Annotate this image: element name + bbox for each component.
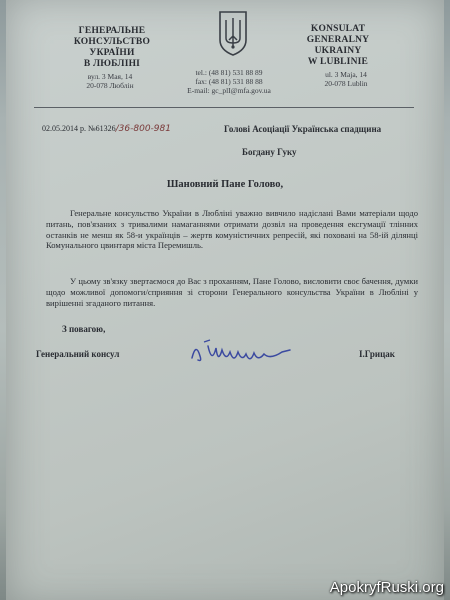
contact-email: E-mail: gc_plI@mfa.gov.ua [187, 86, 271, 95]
trident-emblem-icon [217, 10, 249, 56]
recipient-title: Голові Асоціації Українська спадщина [224, 124, 382, 134]
header-right-address-line2: 20-078 Lublin [324, 79, 368, 88]
signatory-name: І.Грицак [359, 349, 395, 359]
handwritten-signature [186, 334, 296, 370]
closing-line: З повагою, [62, 324, 106, 334]
body-paragraph-2: У цьому зв'язку звертаємося до Вас з проханням, Пане Голово, висловити своє бачення, думки щодо можливої допомоги/сприяння зі сторони Генерального консульства України в Любліні у вирішенні згаданого питання. [46, 276, 418, 308]
contact-tel: tel.: (48 81) 531 88 89 [195, 68, 263, 77]
header-right-line3: W LUBLINIE [307, 57, 369, 67]
header-left-line1: ГЕНЕРАЛЬНЕ [78, 26, 146, 36]
watermark: ApokryfRuski.org [329, 579, 444, 596]
header-left-line2: КОНСУЛЬСТВО УКРАЇНИ [73, 37, 151, 58]
header-right-address [306, 70, 386, 88]
signatory-title: Генеральний консул [36, 349, 120, 359]
salutation: Шановний Пане Голово, [166, 179, 284, 190]
contact-fax: fax: (48 81) 531 88 88 [195, 77, 263, 86]
body-paragraph-1: Генеральне консульство України в Любліні уважно вивчило надіслані Вами матеріали щодо питань, пов'язаних з тривалими намаганнями отримати дозвіл на проведення ексгумації тлінних останків не менш як 58-и українців – жертв комуністичних репресій, які поховані на 58-ій ділянці Комунального цвинтаря міста Перемишль. [46, 208, 418, 251]
reference-number [42, 124, 171, 134]
reference-handwritten: /36-800-981 [115, 124, 171, 134]
header-right-title [288, 24, 388, 68]
header-left-title [62, 26, 162, 70]
header-contact [174, 68, 284, 95]
header-right-line2: GENERALNY UKRAINY [306, 35, 370, 56]
header-left-line3: В ЛЮБЛІНІ [83, 59, 141, 69]
letter-page [6, 0, 444, 600]
header-left-address-line2: 20-078 Люблін [86, 81, 134, 90]
recipient-name: Богдану Гуку [242, 147, 297, 157]
header-left-address-line1: вул. 3 Мая, 14 [87, 72, 133, 81]
header-divider [34, 107, 414, 108]
reference-printed: 02.05.2014 р. №61326 [42, 124, 116, 133]
header-right-address-line1: ul. 3 Maja, 14 [325, 70, 367, 79]
header-left-address [70, 72, 150, 90]
header-right-line1: KONSULAT [310, 24, 366, 34]
